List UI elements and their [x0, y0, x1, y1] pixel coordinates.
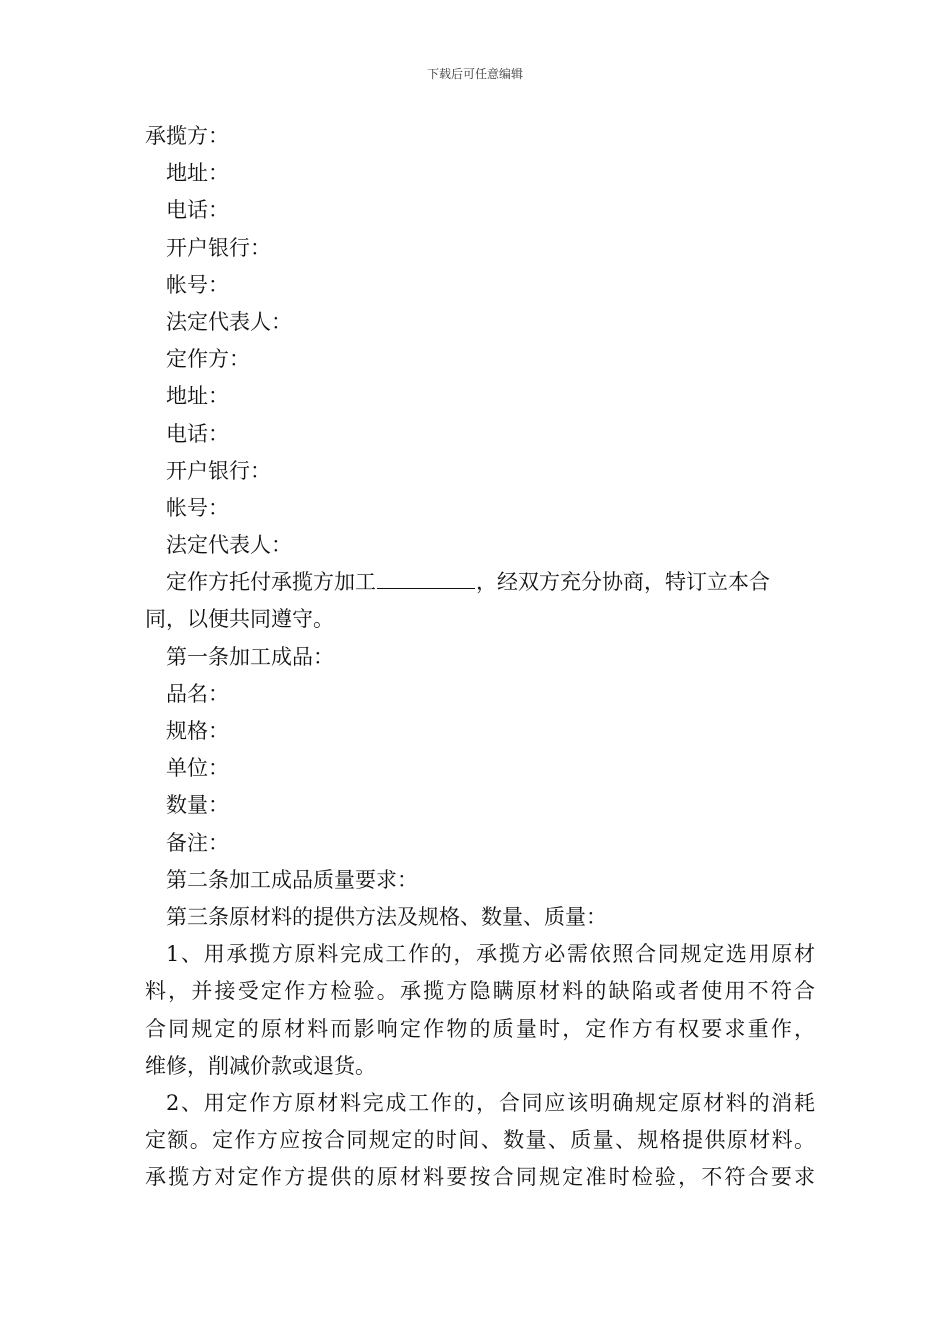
article1-spec: 规格： [166, 719, 229, 743]
contractor-phone: 电话： [166, 198, 229, 223]
article1-name: 品名： [166, 681, 229, 706]
article1-remarks: 备注： [166, 830, 229, 855]
article3-item2-line: 定额。定作方应按合同规定的时间、数量、质量、规格提供原材料。 [145, 1128, 815, 1153]
article3-item2-line: 承揽方对定作方提供的原材料要按合同规定准时检验，不符合要求 [145, 1165, 815, 1190]
contractor-bank: 开户银行： [166, 235, 271, 260]
fill-in-blank [377, 566, 475, 589]
article3-title: 第三条原材料的提供方法及规格、数量、质量： [166, 904, 607, 929]
client-bank: 开户银行： [166, 458, 271, 483]
client-account: 帐号： [166, 495, 229, 520]
intro-before-blank: 定作方托付承揽方加工 [166, 570, 376, 595]
contractor-account: 帐号： [166, 272, 229, 297]
client-address: 地址： [166, 384, 229, 409]
client-title: 定作方： [166, 347, 250, 372]
intro-continuation: 同，以便共同遵守。 [145, 607, 334, 632]
intro-line [145, 564, 815, 601]
contractor-legal-rep: 法定代表人： [166, 309, 292, 334]
page-header: 下载后可任意编辑 [426, 67, 523, 81]
article3-item1-line: 合同规定的原材料而影响定作物的质量时，定作方有权要求重作， [145, 1016, 815, 1041]
client-legal-rep: 法定代表人： [166, 533, 292, 558]
article3-item1-line: 料，并接受定作方检验。承揽方隐瞒原材料的缺陷或者使用不符合 [145, 979, 815, 1004]
contractor-address: 地址： [166, 161, 229, 186]
client-phone: 电话： [166, 421, 229, 446]
article3-item2-line: 2、用定作方原材料完成工作的，合同应该明确规定原材料的消耗 [166, 1090, 815, 1115]
contract-body [145, 118, 815, 1196]
contractor-title: 承揽方： [145, 124, 229, 148]
article3-item1-line: 1、用承揽方原料完成工作的，承揽方必需依照合同规定选用原材 [166, 942, 815, 967]
article2-title: 第二条加工成品质量要求： [166, 867, 418, 892]
intro-after-blank: ，经双方充分协商，特订立本合 [476, 570, 770, 595]
article1-unit: 单位： [166, 756, 229, 781]
article1-quantity: 数量： [166, 793, 229, 818]
article1-title: 第一条加工成品： [166, 644, 334, 669]
article3-item1-line: 维修，削减价款或退货。 [145, 1053, 376, 1078]
